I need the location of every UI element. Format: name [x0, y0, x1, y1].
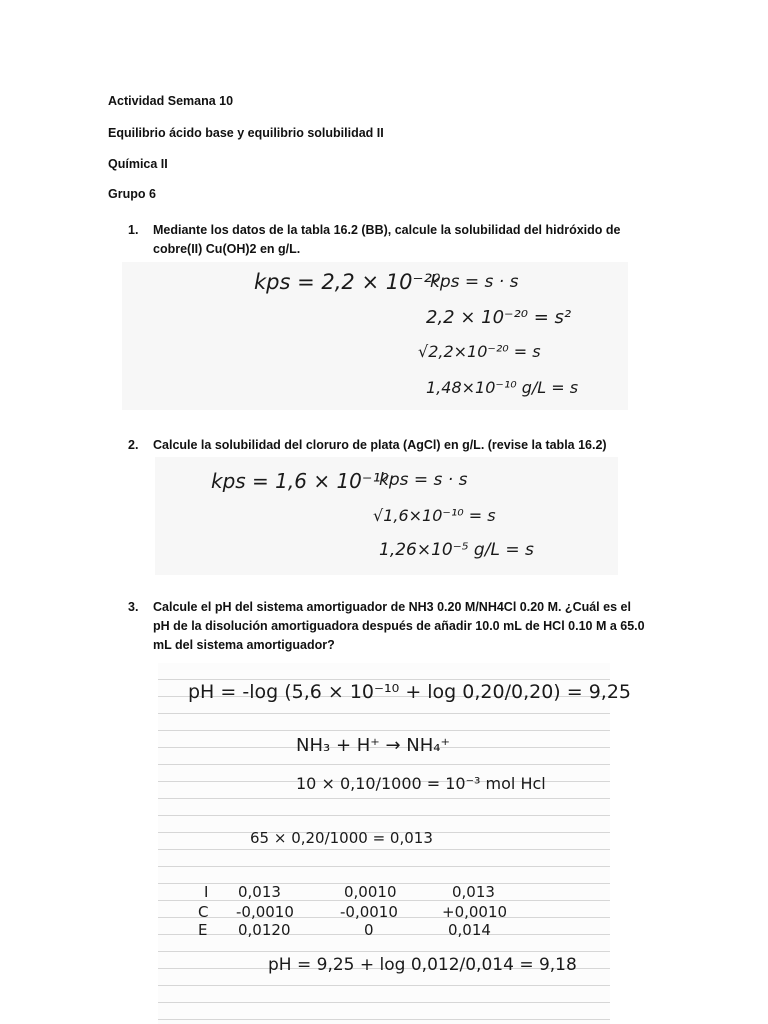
ice-label-i: I [204, 883, 209, 901]
question-2-text: Calcule la solubilidad del cloruro de plata (AgCl) en g/L. (revise la tabla 16.2) [153, 438, 607, 452]
ice-cell: 0,0010 [344, 883, 397, 901]
q1-step-2: 2,2 × 10⁻²⁰ = s² [426, 307, 572, 328]
course-name: Química II [108, 157, 168, 171]
question-1 [128, 221, 648, 259]
ice-cell: -0,0010 [340, 903, 398, 921]
q1-step-1: kps = s · s [430, 272, 519, 292]
ice-cell: 0,013 [452, 883, 495, 901]
answer-1-image [122, 262, 628, 410]
q1-kps-value: kps = 2,2 × 10⁻²⁰ [254, 270, 441, 294]
question-2 [128, 436, 648, 455]
activity-title: Actividad Semana 10 [108, 94, 234, 108]
ice-cell: 0,014 [448, 921, 491, 939]
answer-3-notebook-image [158, 663, 632, 1024]
q3-moles-buffer: 65 × 0,20/1000 = 0,013 [250, 829, 433, 847]
ice-cell: 0 [364, 921, 374, 939]
q3-reaction: NH₃ + H⁺ → NH₄⁺ [296, 735, 451, 756]
topic-title: Equilibrio ácido base y equilibrio solubilidad II [108, 126, 384, 140]
question-1-number: 1. [128, 223, 139, 237]
ice-cell: 0,0120 [238, 921, 291, 939]
question-1-text: Mediante los datos de la tabla 16.2 (BB), calcule la solubilidad del hidróxido de cobre(II) Cu(OH)2 en g/L. [153, 223, 621, 256]
ice-cell: 0,013 [238, 883, 281, 901]
ice-cell: +0,0010 [442, 903, 508, 921]
question-3-text: Calcule el pH del sistema amortiguador de NH3 0.20 M/NH4Cl 0.20 M. ¿Cuál es el pH de la disolución amortiguadora después de añadir 10.0 mL de HCl 0.10 M a 65.0 mL del sistema amortiguador? [153, 600, 645, 652]
q2-kps-value: kps = 1,6 × 10⁻¹⁰ [211, 469, 389, 493]
q3-ph-initial: pH = -log (5,6 × 10⁻¹⁰ + log 0,20/0,20) = 9,25 [188, 681, 632, 703]
q2-step-3: 1,26×10⁻⁵ g/L = s [379, 540, 534, 560]
q3-ph-final: pH = 9,25 + log 0,012/0,014 = 9,18 [268, 955, 577, 975]
question-3-number: 3. [128, 600, 139, 614]
ice-label-c: C [198, 903, 209, 921]
question-2-number: 2. [128, 438, 139, 452]
question-3 [128, 598, 648, 655]
q1-step-4: 1,48×10⁻¹⁰ g/L = s [426, 378, 579, 397]
q1-step-3: √2,2×10⁻²⁰ = s [418, 342, 541, 361]
ice-label-e: E [198, 921, 208, 939]
q2-step-2: √1,6×10⁻¹⁰ = s [373, 506, 496, 525]
group-name: Grupo 6 [108, 187, 156, 201]
q2-step-1: kps = s · s [379, 470, 468, 490]
ice-cell: -0,0010 [236, 903, 294, 921]
answer-2-image [155, 457, 618, 575]
q3-moles-hcl: 10 × 0,10/1000 = 10⁻³ mol Hcl [296, 774, 546, 793]
